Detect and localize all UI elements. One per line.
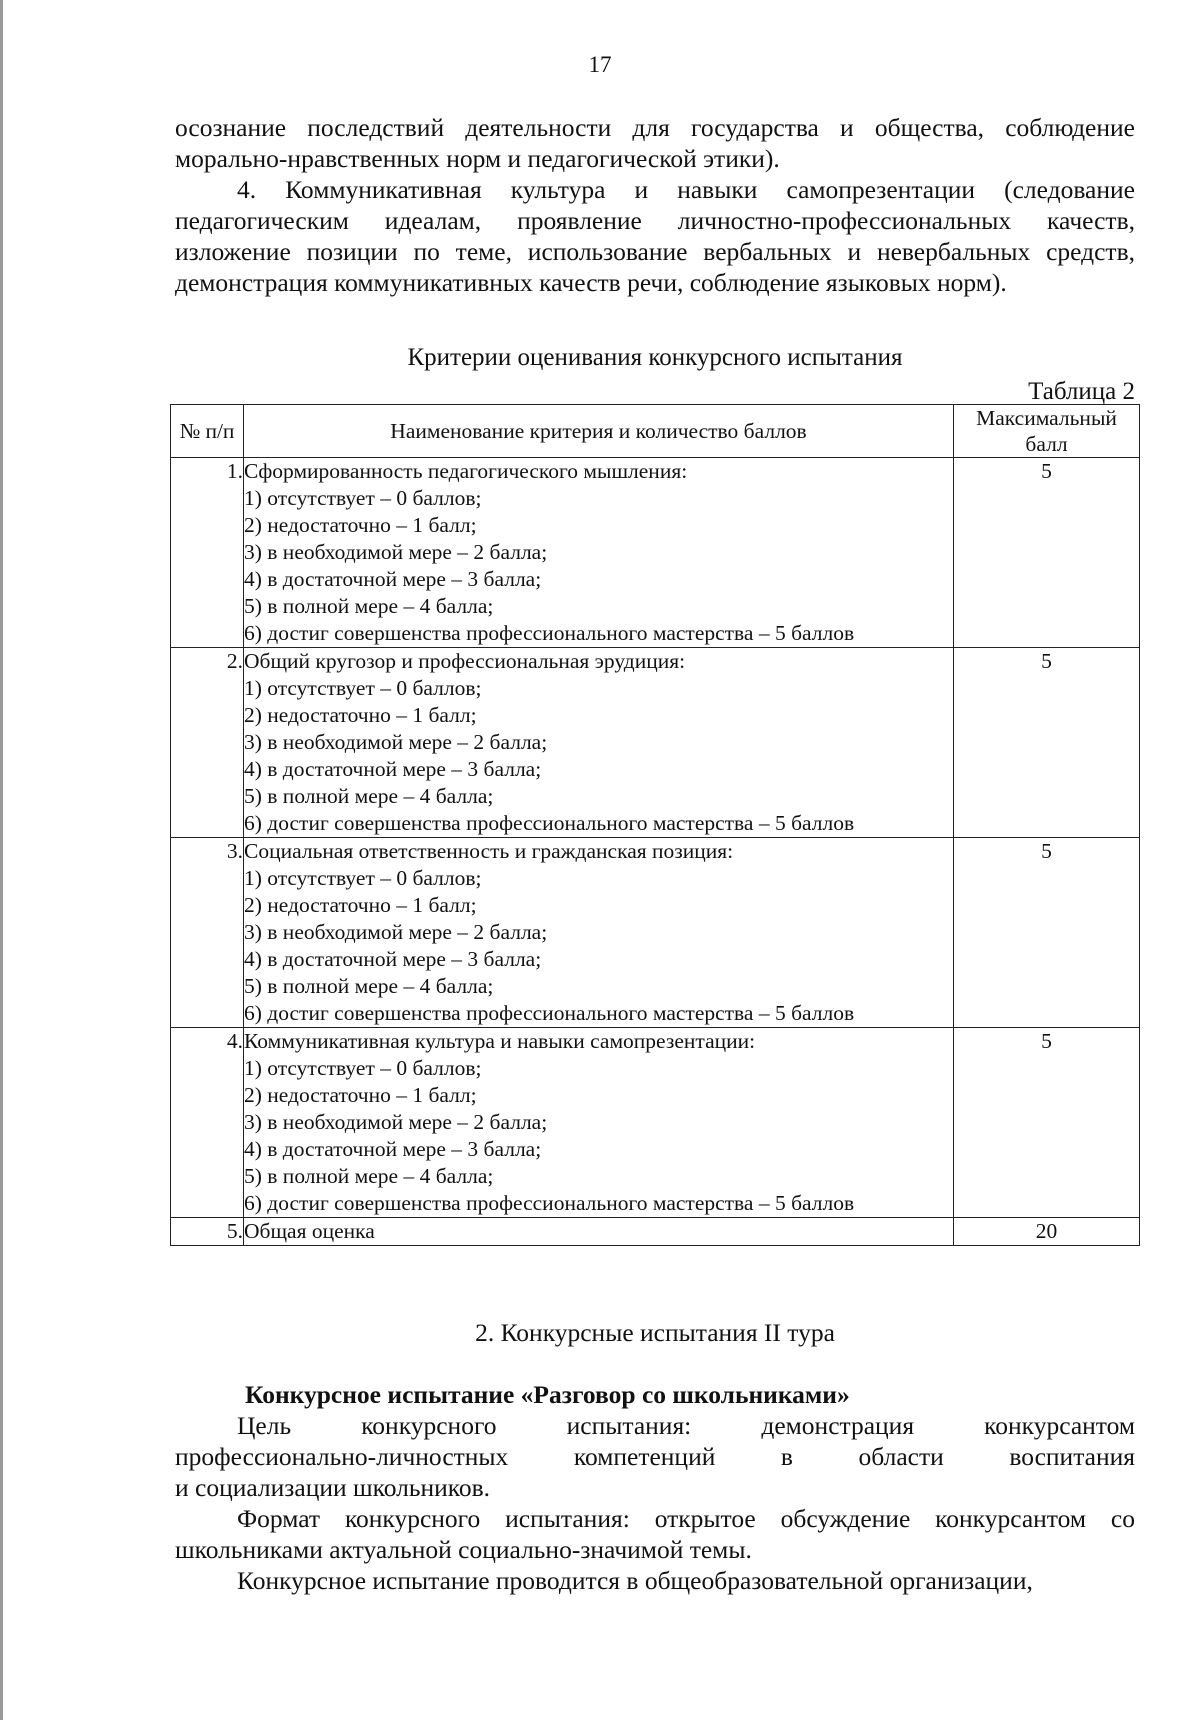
contest-title: Конкурсное испытание «Разговор со школьниками» xyxy=(245,1380,850,1409)
criterion-cell xyxy=(244,1028,954,1218)
table-title: Критерии оценивания конкурсного испытания xyxy=(407,344,903,371)
criterion-cell xyxy=(244,648,954,838)
criterion-option: 4) в достаточной мере – 3 балла; xyxy=(244,947,542,971)
criterion-cell xyxy=(244,838,954,1028)
criterion-cell xyxy=(244,458,954,648)
criteria-body xyxy=(171,458,1140,1246)
criterion-option: 1) отсутствует – 0 баллов; xyxy=(244,866,482,890)
criterion-title: Сформированность педагогического мышления: xyxy=(244,459,688,483)
intro-text xyxy=(175,112,1135,298)
criterion-option: 2) недостаточно – 1 балл; xyxy=(244,513,477,537)
max-score: 20 xyxy=(954,1218,1140,1246)
criterion-option: 6) достиг совершенства профессионального мастерства – 5 баллов xyxy=(244,621,855,645)
row-number: 3. xyxy=(171,838,244,1028)
criterion-option: 2) недостаточно – 1 балл; xyxy=(244,893,477,917)
goal-line-2: профессионально-личностных компетенций в области воспитания xyxy=(175,1442,1135,1471)
criterion-option: 3) в необходимой мере – 2 балла; xyxy=(244,730,548,754)
criterion-option: 4) в достаточной мере – 3 балла; xyxy=(244,567,542,591)
scan-edge xyxy=(0,0,3,1720)
criterion-option: 2) недостаточно – 1 балл; xyxy=(244,1083,477,1107)
table-row xyxy=(171,838,1140,1028)
criterion-option: 1) отсутствует – 0 баллов; xyxy=(244,486,482,510)
table-header-row xyxy=(171,405,1140,458)
criterion-title: Общая оценка xyxy=(244,1219,375,1243)
table-label: Таблица 2 xyxy=(1028,378,1135,405)
criterion-option: 2) недостаточно – 1 балл; xyxy=(244,703,477,727)
criterion-title: Общий кругозор и профессиональная эрудиция: xyxy=(244,649,686,673)
max-score: 5 xyxy=(954,838,1140,1028)
criterion-option: 4) в достаточной мере – 3 балла; xyxy=(244,1137,542,1161)
goal-line-1: Цель конкурсного испытания: демонстрация конкурсантом xyxy=(237,1411,1135,1440)
criterion-option: 4) в достаточной мере – 3 балла; xyxy=(244,757,542,781)
section-heading: 2. Конкурсные испытания II тура xyxy=(475,1318,835,1347)
criterion-option: 5) в полной мере – 4 балла; xyxy=(244,1164,494,1188)
table-row xyxy=(171,458,1140,648)
max-score: 5 xyxy=(954,1028,1140,1218)
criterion-option: 3) в необходимой мере – 2 балла; xyxy=(244,540,548,564)
paragraph-4: 4. Коммуникативная культура и навыки самопрезентации (следование педагогическим идеалам, проявление личностно-профессиональных качеств, изложение позиции по теме, использование вербальных и невербальных средств, демонстрация коммуникативных качеств речи, соблюдение языковых норм). xyxy=(175,175,1135,297)
row-number: 4. xyxy=(171,1028,244,1218)
table-row xyxy=(171,648,1140,838)
max-score: 5 xyxy=(954,648,1140,838)
page-number: 17 xyxy=(588,52,612,77)
header-criterion: Наименование критерия и количество баллов xyxy=(244,405,954,458)
criterion-option: 5) в полной мере – 4 балла; xyxy=(244,974,494,998)
table-row xyxy=(171,1218,1140,1246)
row-number: 1. xyxy=(171,458,244,648)
criteria-table xyxy=(170,404,1140,1246)
format-paragraph: Формат конкурсного испытания: открытое обсуждение конкурсантом со школьниками актуальной социально-значимой темы. xyxy=(175,1504,1135,1564)
goal-line-3: и социализации школьников. xyxy=(175,1473,491,1502)
criterion-cell xyxy=(244,1218,954,1246)
criterion-option: 3) в необходимой мере – 2 балла; xyxy=(244,1110,548,1134)
row-number: 5. xyxy=(171,1218,244,1246)
venue-paragraph: Конкурсное испытание проводится в общеобразовательной организации, xyxy=(237,1566,1033,1595)
criterion-option: 6) достиг совершенства профессионального мастерства – 5 баллов xyxy=(244,1191,855,1215)
criterion-option: 6) достиг совершенства профессионального мастерства – 5 баллов xyxy=(244,1001,855,1025)
criterion-option: 1) отсутствует – 0 баллов; xyxy=(244,676,482,700)
header-num: № п/п xyxy=(171,405,244,458)
criterion-title: Социальная ответственность и гражданская позиция: xyxy=(244,839,734,863)
criterion-option: 3) в необходимой мере – 2 балла; xyxy=(244,920,548,944)
section-text xyxy=(175,1379,1135,1596)
paragraph-continuation: осознание последствий деятельности для государства и общества, соблюдение морально-нравственных норм и педагогической этики). xyxy=(175,113,1135,173)
max-score: 5 xyxy=(954,458,1140,648)
criterion-option: 6) достиг совершенства профессионального мастерства – 5 баллов xyxy=(244,811,855,835)
header-max: Максимальный балл xyxy=(954,405,1140,458)
table-row xyxy=(171,1028,1140,1218)
criterion-title: Коммуникативная культура и навыки самопрезентации: xyxy=(244,1029,756,1053)
row-number: 2. xyxy=(171,648,244,838)
criterion-option: 5) в полной мере – 4 балла; xyxy=(244,594,494,618)
criterion-option: 1) отсутствует – 0 баллов; xyxy=(244,1056,482,1080)
criterion-option: 5) в полной мере – 4 балла; xyxy=(244,784,494,808)
